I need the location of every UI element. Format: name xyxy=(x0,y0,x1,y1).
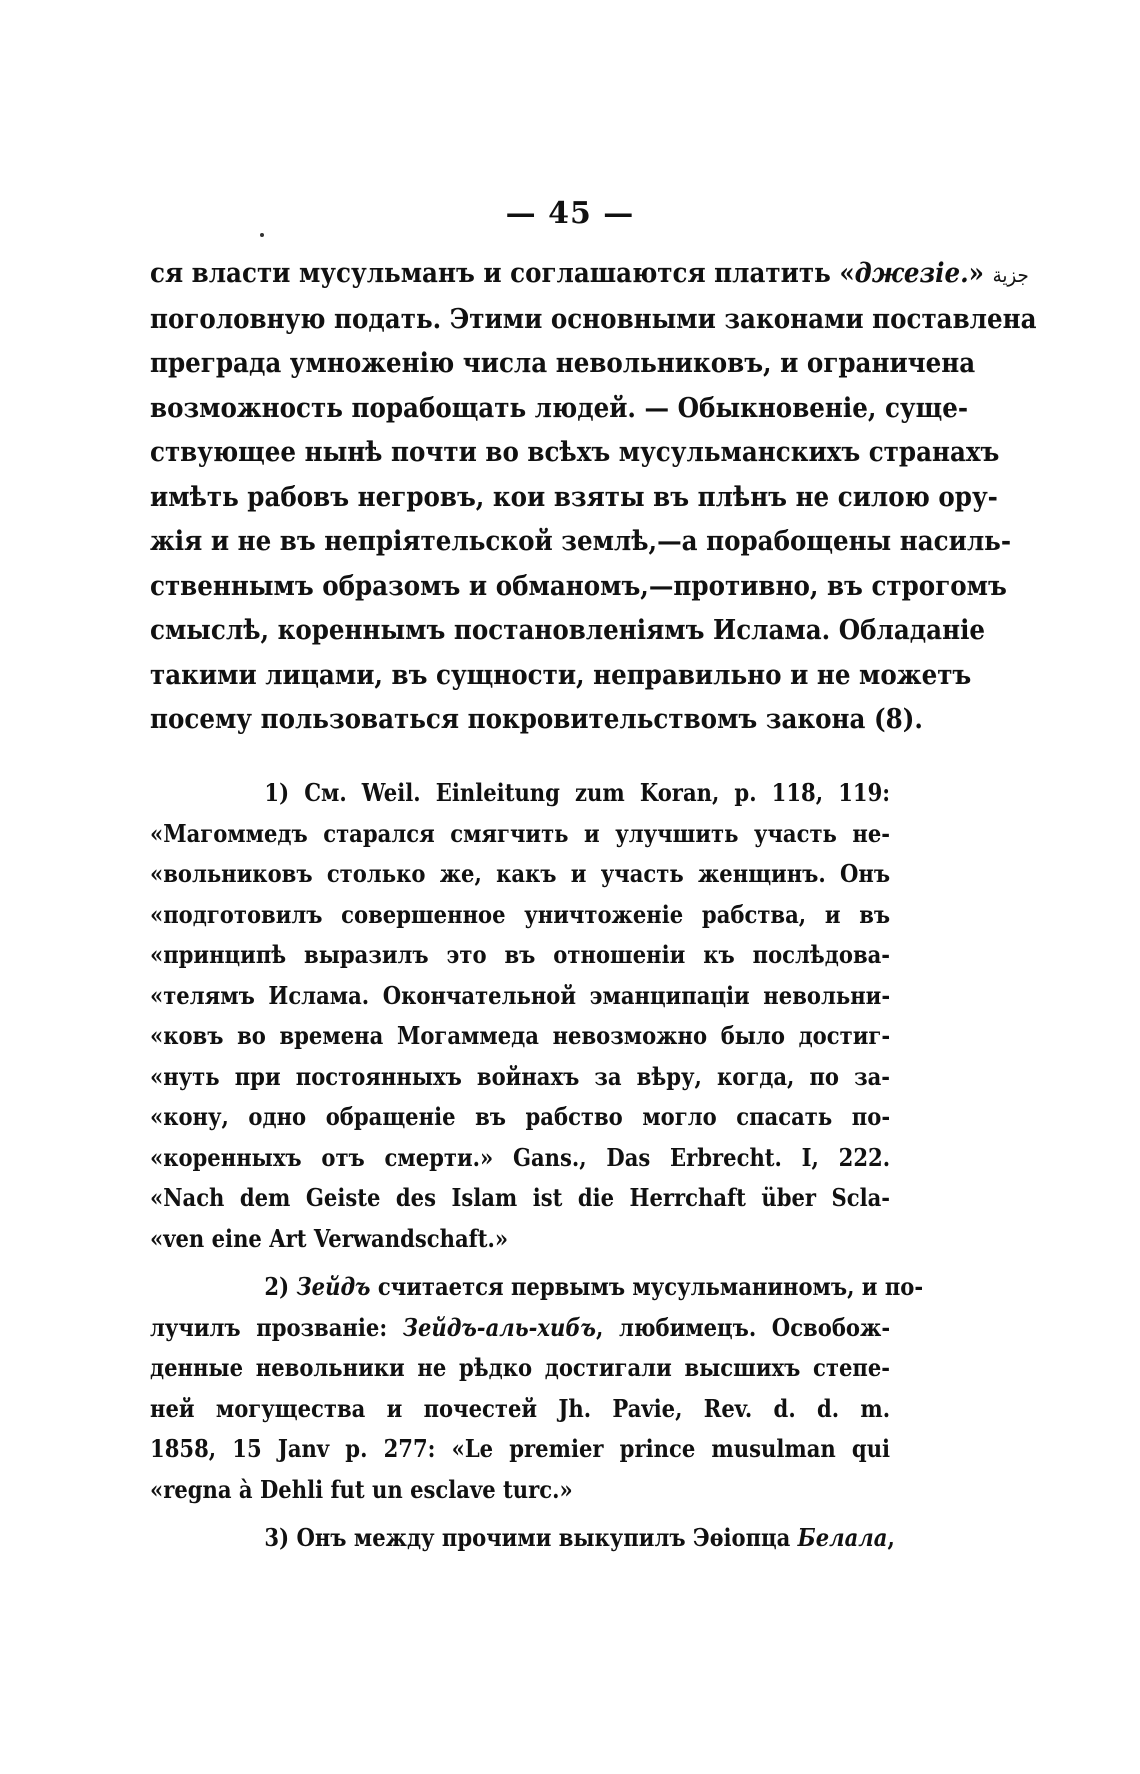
page-number: — 45 — xyxy=(505,196,635,231)
footnote-line: денные невольники не рѣдко достигали высшихъ степе- xyxy=(150,1353,891,1382)
main-line: такими лицами, въ сущности, неправильно и не можетъ xyxy=(150,659,972,691)
footnote-line: «кону, одно обращеніе въ рабство могло спасать по- xyxy=(150,1102,891,1131)
footnote-line: «Nach dem Geiste des Islam ist die Herrchaft über Scla- xyxy=(150,1183,891,1212)
main-line: поголовную подать. Этими основными законами поставлена xyxy=(150,303,1037,335)
footnote-line: ней могущества и почестей Jh. Pavie, Rev. d. d. m. xyxy=(150,1393,891,1423)
main-line: имѣть рабовъ негровъ, кои взяты въ плѣнъ не силою ору- xyxy=(150,481,998,513)
footnote-line: «Магоммедъ старался смягчить и улучшить участь не- xyxy=(150,818,891,848)
main-line: ствующее нынѣ почти во всѣхъ мусульманскихъ странахъ xyxy=(150,437,1000,468)
italic-term: джезіе. xyxy=(854,258,969,289)
footnote-2 xyxy=(150,1267,924,1510)
footnote-line: 3) Онъ между прочими выкупилъ Эѳіопца Белала, xyxy=(264,1523,895,1552)
footnote-line: «телямъ Ислама. Окончательной эманципаціи невольни- xyxy=(150,980,891,1010)
footnote-line: «коренныхъ отъ смерти.» Gans., Das Erbrecht. I, 222. xyxy=(150,1142,891,1172)
footnote-line: 2) Зейдъ считается первымъ мусульманиномъ, и по- xyxy=(264,1272,924,1301)
main-line: ся власти мусульманъ и соглашаются платить «джезіе.» جزية xyxy=(150,258,1029,289)
main-line: преграда умноженію числа невольниковъ, и ограничена xyxy=(150,348,976,379)
main-line: ственнымъ образомъ и обманомъ,—противно, въ строгомъ xyxy=(150,570,1007,602)
main-line: смыслѣ, кореннымъ постановленіямъ Ислама. Обладаніе xyxy=(150,615,986,646)
footnote-line: 1858, 15 Janv p. 277: «Le premier prince musulman qui xyxy=(150,1434,891,1463)
main-line: посему пользоваться покровительствомъ закона (8). xyxy=(150,704,923,735)
footnotes xyxy=(150,773,924,1567)
footnote-line: «нуть при постоянныхъ войнахъ за вѣру, когда, по за- xyxy=(150,1061,891,1091)
footnote-line: 1) См. Weil. Einleitung zum Koran, p. 118, 119: xyxy=(264,778,891,807)
footnote-1 xyxy=(150,773,890,1259)
arabic-word: جزية xyxy=(992,263,1029,287)
italic-name: Зейдъ xyxy=(296,1272,371,1301)
footnote-line: «regna à Dehli fut un esclave turc.» xyxy=(150,1474,573,1504)
italic-name: Белала xyxy=(797,1523,888,1552)
footnote-line: «ковъ во времена Могаммеда невозможно было достиг- xyxy=(150,1021,891,1050)
main-line: жія и не въ непріятельской землѣ,—а порабощены насиль- xyxy=(150,526,1012,557)
footnote-line: «вольниковъ столько же, какъ и участь женщинъ. Онъ xyxy=(150,859,891,888)
main-paragraph xyxy=(150,252,1037,743)
ink-speck xyxy=(260,233,264,237)
footnote-line: лучилъ прозваніе: Зейдъ-аль-хибъ, любимецъ. Освобож- xyxy=(150,1312,891,1342)
footnote-line: «подготовилъ совершенное уничтоженіе рабства, и въ xyxy=(150,899,891,929)
main-line: возможность порабощать людей. — Обыкновеніе, суще- xyxy=(150,392,969,424)
footnote-line: «ven eine Art Verwandschaft.» xyxy=(150,1223,509,1253)
footnote-3 xyxy=(150,1518,895,1559)
italic-name: Зейдъ-аль-хибъ xyxy=(402,1312,596,1342)
footnote-line: «принципѣ выразилъ это въ отношеніи къ послѣдова- xyxy=(150,940,891,969)
